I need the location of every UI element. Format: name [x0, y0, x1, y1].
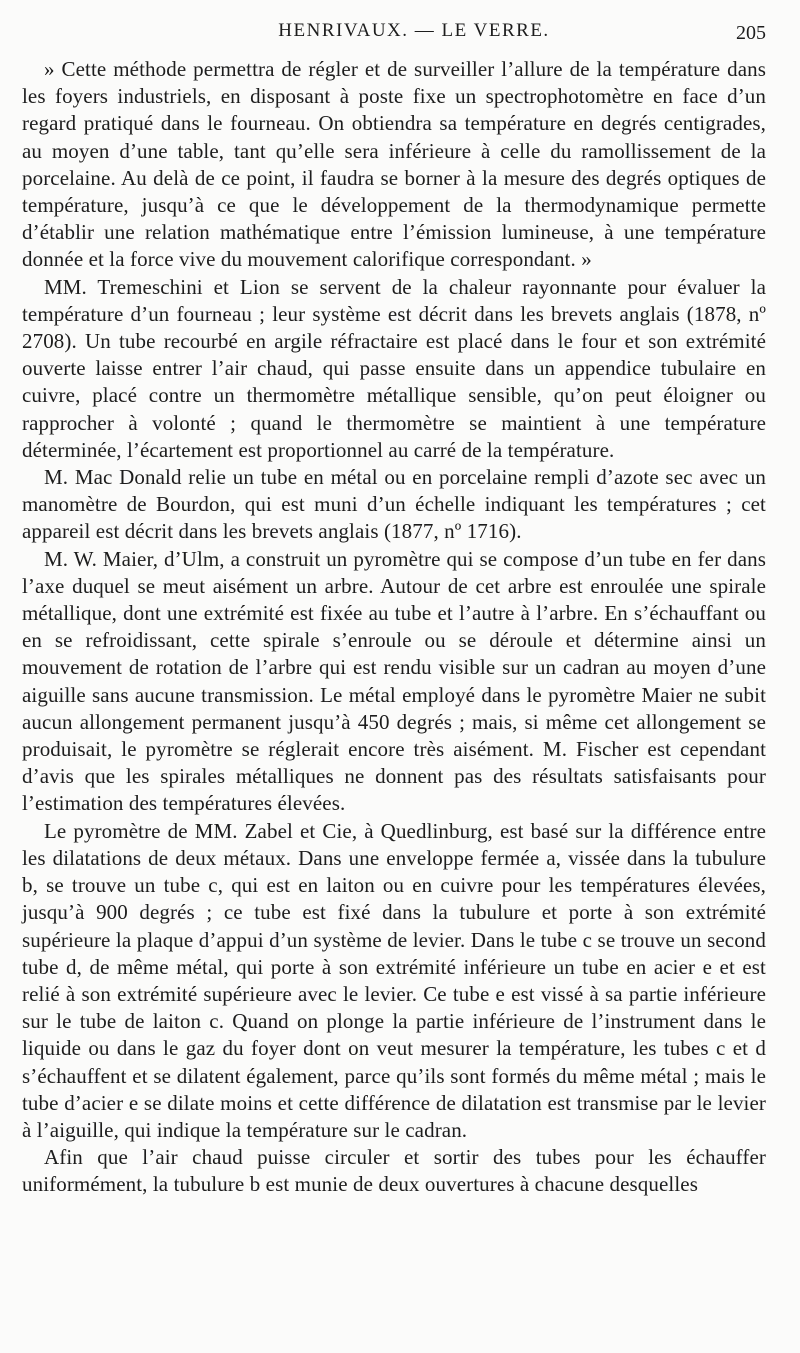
- page-number: 205: [736, 22, 766, 44]
- paragraph: M. Mac Donald relie un tube en métal ou en porcelaine rempli d’azote sec avec un manomètre de Bourdon, qui est muni d’un échelle indiquant les températures ; cet appareil est décrit dans les brevets anglais (1877, nº 1716).: [22, 465, 766, 544]
- paragraph: MM. Tremeschini et Lion se servent de la chaleur rayonnante pour évaluer la température d’un fourneau ; leur système est décrit dans les brevets anglais (1878, nº 2708). Un tube recourbé en argile réfractaire est placé dans le four et son extrémité ouverte laisse entrer l’air chaud, qui passe ensuite dans un appendice tubulaire en cuivre, placé contre un thermomètre métallique sensible, qu’on peut éloigner ou rapprocher à volonté ; quand le thermomètre se maintient à une température déterminée, l’écartement est proportionnel au carré de la température.: [22, 274, 766, 462]
- page-body: [22, 56, 766, 1199]
- paragraph: Afin que l’air chaud puisse circuler et sortir des tubes pour les échauffer uniformément, la tubulure b est munie de deux ouvertures à chacune desquelles: [22, 1145, 766, 1197]
- paragraph: Le pyromètre de MM. Zabel et Cie, à Quedlinburg, est basé sur la différence entre les dilatations de deux métaux. Dans une enveloppe fermée a, vissée dans la tubulure b, se trouve un tube c, qui est en laiton ou en cuivre pour les températures élevées, jusqu’à 900 degrés ; ce tube est fixé dans la tubulure et porte à son extrémité supérieure la plaque d’appui d’un système de levier. Dans le tube c se trouve un second tube d, de même métal, qui porte à son extrémité inférieure un tube en acier e et est relié à son extrémité supérieure avec le levier. Ce tube e est vissé à sa partie inférieure sur le tube de laiton c. Quand on plonge la partie inférieure de l’instrument dans le liquide ou dans le gaz du foyer dont on veut mesurer la température, les tubes c et d s’échauffent et se dilatent également, parce qu’ils sont formés du même métal ; mais le tube d’acier e se dilate moins et cette différence de dilatation est transmise par le levier à l’aiguille, qui indique la température sur le cadran.: [22, 818, 766, 1142]
- paragraph: » Cette méthode permettra de régler et de surveiller l’allure de la température dans les foyers industriels, en disposant à poste fixe un spectrophotomètre en face d’un regard pratiqué dans le fourneau. On obtiendra sa température en degrés centigrades, au moyen d’une table, tant qu’elle sera inférieure à celle du ramollissement de la porcelaine. Au delà de ce point, il faudra se borner à la mesure des degrés optiques de température, jusqu’à ce que le développement de la thermodynamique permette d’établir une relation mathématique entre l’émission lumineuse, à une température donnée et la force vive du mouvement calorifique correspondant. »: [22, 57, 766, 272]
- page-header: [22, 20, 766, 46]
- running-title: HENRIVAUX. — LE VERRE.: [278, 20, 550, 41]
- paragraph: M. W. Maier, d’Ulm, a construit un pyromètre qui se compose d’un tube en fer dans l’axe duquel se meut aisément un arbre. Autour de cet arbre est enroulée une spirale métallique, dont une extrémité est fixée au tube et l’autre à l’arbre. En s’échauffant ou en se refroidissant, cette spirale s’enroule ou se déroule et détermine ainsi un mouvement de rotation de l’arbre qui est rendu visible sur un cadran au moyen d’une aiguille sans aucune transmission. Le métal employé dans le pyromètre Maier ne subit aucun allongement permanent jusqu’à 450 degrés ; mais, si même cet allongement se produisait, le pyromètre se réglerait encore très aisément. M. Fischer est cependant d’avis que les spirales métalliques ne donnent pas des résultats satisfaisants pour l’estimation des températures élevées.: [22, 546, 766, 816]
